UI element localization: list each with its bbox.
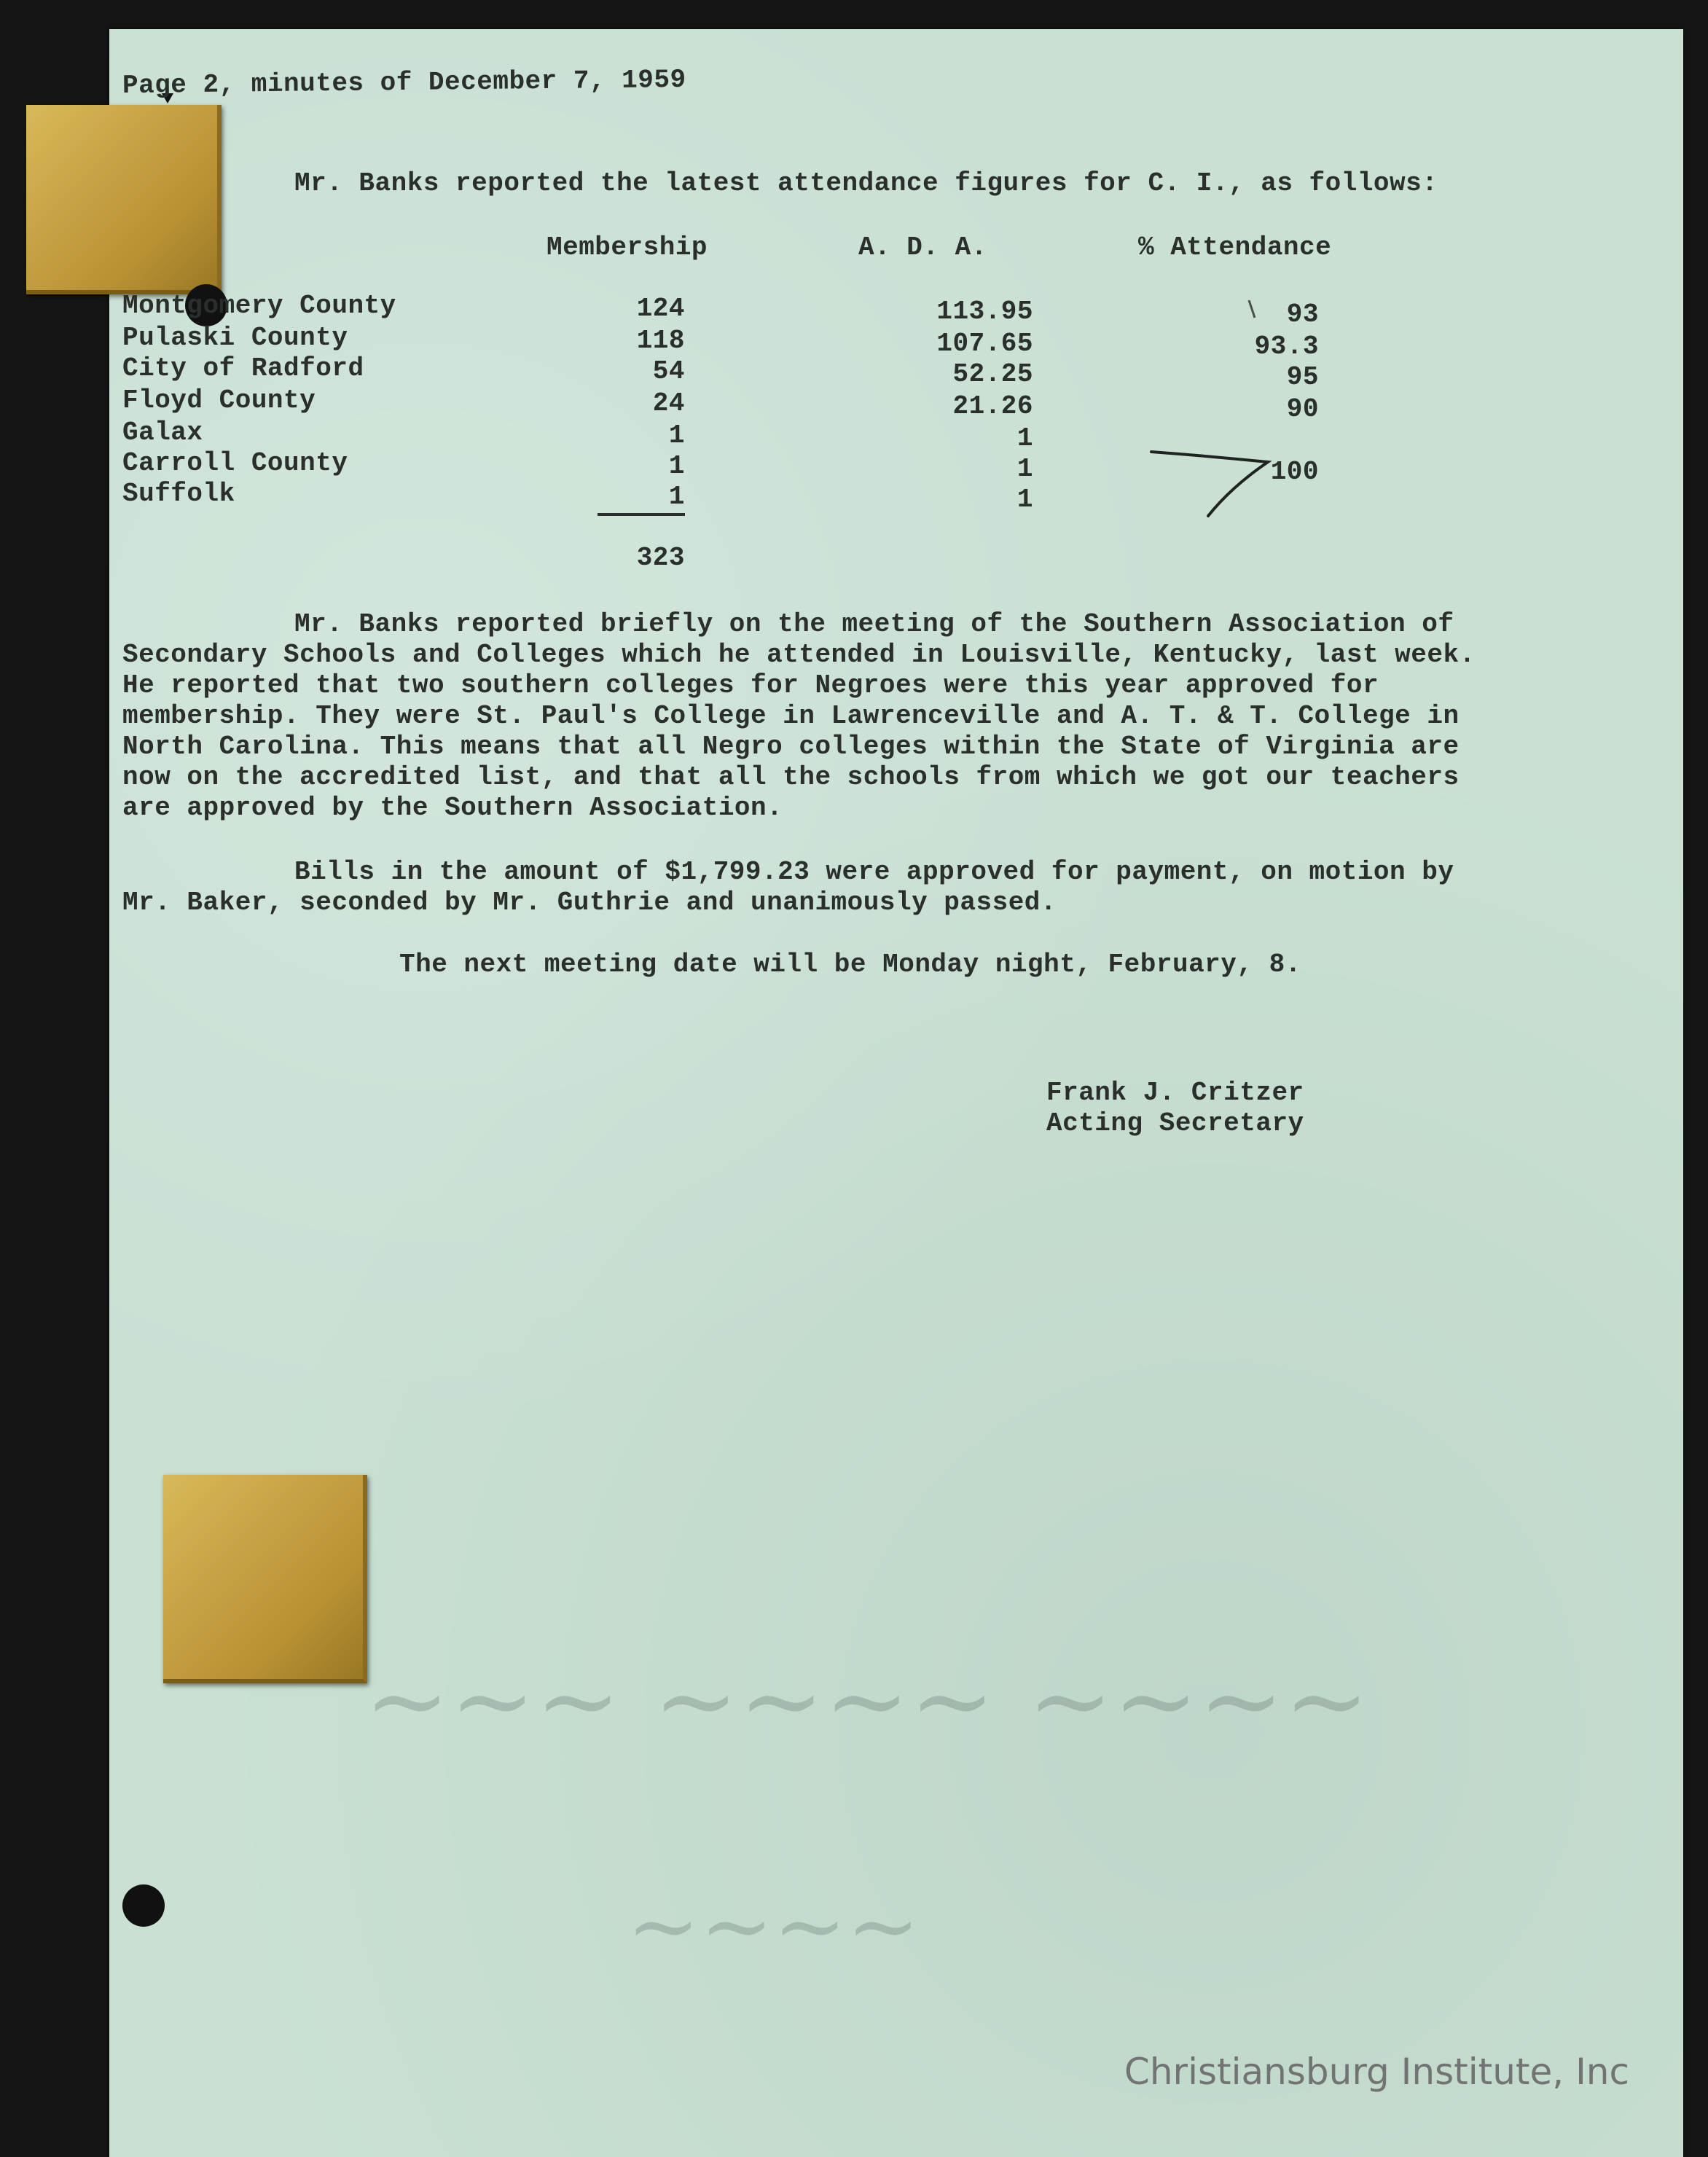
- cell-membership: 1: [668, 451, 685, 481]
- show-through-text: ~~~~: [627, 1880, 920, 1981]
- cell-ada: 107.65: [936, 329, 1033, 359]
- cell-attendance: 100: [1270, 457, 1319, 487]
- page-header: Page 2, minutes of December 7, 1959: [122, 64, 686, 101]
- paragraph-next-meeting: The next meeting date will be Monday night, February, 8.: [399, 950, 1301, 979]
- intro-line: Mr. Banks reported the latest attendance figures for C. I., as follows:: [294, 168, 1438, 198]
- cell-ada: 52.25: [952, 359, 1033, 389]
- brass-tab-bottom: [163, 1475, 367, 1683]
- row-label: Pulaski County: [122, 323, 348, 353]
- column-header-membership: Membership: [547, 232, 708, 262]
- row-label: City of Radford: [122, 353, 364, 383]
- cell-membership: 124: [636, 294, 685, 324]
- cell-ada: 1: [1016, 485, 1033, 514]
- cell-membership: 118: [636, 326, 685, 356]
- membership-total: 323: [636, 543, 685, 573]
- cell-ada: 113.95: [936, 297, 1033, 326]
- brass-tab-top: [26, 105, 222, 294]
- show-through-text: ~~~~ ~~~~ ~~~: [364, 1647, 1370, 1766]
- watermark: Christiansburg Institute, Inc: [1124, 2051, 1629, 2093]
- column-header-attendance: % Attendance: [1138, 232, 1332, 262]
- cell-attendance: 90: [1286, 394, 1319, 424]
- cell-membership: 1: [668, 420, 685, 450]
- column-header-ada: A. D. A.: [858, 232, 987, 262]
- cell-membership: 54: [652, 356, 685, 386]
- cell-membership: 1: [598, 481, 685, 516]
- cell-ada: 1: [1016, 454, 1033, 484]
- row-label: Carroll County: [122, 448, 348, 478]
- paragraph-bills: Bills in the amount of $1,799.23 were approved for payment, on motion by Mr. Baker, seconded by Mr. Guthrie and unanimously passed.: [122, 857, 1454, 917]
- pencil-tick-mark: [1246, 299, 1261, 321]
- cell-membership: 24: [652, 388, 685, 418]
- row-label: Floyd County: [122, 385, 316, 415]
- paragraph-association-meeting: Mr. Banks reported briefly on the meeting of the Southern Association of Secondary Schools and Colleges which he attended in Louisville, Kentucky, last week. He reported that two southern colleges for Negroes were this year approved for membership. They were St. Paul's College in Lawrenceville and A. T. & T. College in North Carolina. This means that all Negro colleges within the State of Virginia are now on the accredited list, and that all the schools from which we got our teachers are approved by the Southern Association.: [122, 609, 1476, 823]
- cell-attendance: 95: [1286, 362, 1319, 392]
- cell-ada: 1: [1016, 423, 1033, 453]
- cell-attendance: 93: [1286, 300, 1319, 329]
- row-label: Montgomery County: [122, 291, 396, 321]
- cell-attendance: 93.3: [1254, 332, 1319, 361]
- signature-name: Frank J. Critzer: [1046, 1078, 1304, 1108]
- row-label: Suffolk: [122, 479, 235, 509]
- handwritten-arrow-mark: [1144, 443, 1290, 523]
- cell-ada: 21.26: [952, 391, 1033, 421]
- punch-hole-bottom: [122, 1884, 165, 1927]
- row-label: Galax: [122, 418, 203, 447]
- signature-title: Acting Secretary: [1046, 1108, 1304, 1138]
